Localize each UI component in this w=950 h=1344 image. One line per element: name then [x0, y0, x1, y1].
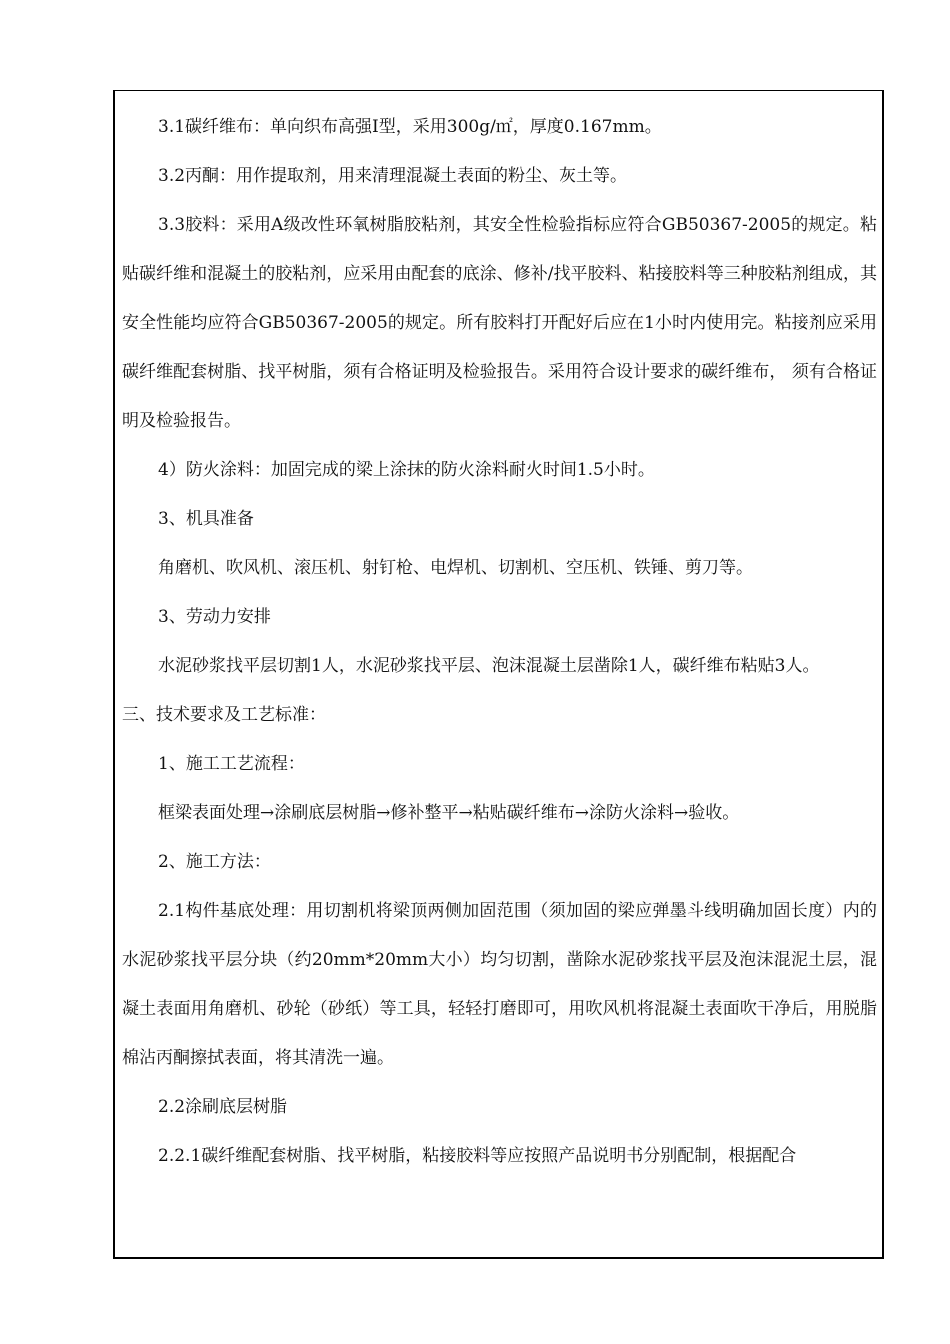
heading-primer-resin: 2.2涂刷底层树脂 [158, 1097, 288, 1117]
document-body [122, 103, 877, 1181]
heading-labor-arrangement: 3、劳动力安排 [158, 607, 271, 627]
heading-construction-method: 2、施工方法： [158, 852, 271, 872]
heading-equipment-preparation: 3、机具准备 [158, 509, 254, 529]
paragraph-substrate-treatment: 2.1构件基底处理：用切割机将梁顶两侧加固范围（须加固的梁应弹墨斗线明确加固长度）内的水泥砂浆找平层分块（约20mm*20mm大小）均匀切割，凿除水泥砂浆找平层及泡沫混泥土层，混凝土表面用角磨机、砂轮（砂纸）等工具，轻轻打磨即可，用吹风机将混凝土表面吹干净后，用脱脂棉沾丙酮擦拭表面，将其清洗一遍。 [122, 901, 877, 1068]
paragraph-equipment-list: 角磨机、吹风机、滚压机、射钉枪、电焊机、切割机、空压机、铁锤、剪刀等。 [158, 558, 753, 578]
paragraph-labor-details: 水泥砂浆找平层切割1人，水泥砂浆找平层、泡沫混凝土层凿除1人，碳纤维布粘贴3人。 [158, 656, 820, 676]
paragraph-acetone: 3.2丙酮：用作提取剂，用来清理混凝土表面的粉尘、灰土等。 [158, 166, 628, 186]
paragraph-process-flow: 框梁表面处理→涂刷底层树脂→修补整平→粘贴碳纤维布→涂防火涂料→验收。 [158, 803, 740, 823]
heading-process-flow: 1、施工工艺流程： [158, 754, 305, 774]
paragraph-adhesive: 3.3胶料：采用A级改性环氧树脂胶粘剂，其安全性检验指标应符合GB50367-2005的规定。粘贴碳纤维和混凝土的胶粘剂，应采用由配套的底涂、修补/找平胶料、粘接胶料等三种胶粘剂组成，其安全性能均应符合GB50367-2005的规定。所有胶料打开配好后应在1小时内使用完。粘接剂应采用碳纤维配套树脂、找平树脂，须有合格证明及检验报告。采用符合设计要求的碳纤维布， 须有合格证明及检验报告。 [122, 215, 877, 431]
paragraph-resin-mixing: 2.2.1碳纤维配套树脂、找平树脂，粘接胶料等应按照产品说明书分别配制，根据配合 [158, 1146, 797, 1166]
paragraph-carbon-fiber-cloth: 3.1碳纤维布：单向织布高强Ⅰ型，采用300g/㎡，厚度0.167mm。 [158, 117, 662, 137]
paragraph-fireproof-coating: 4）防火涂料：加固完成的梁上涂抹的防火涂料耐火时间1.5小时。 [158, 460, 655, 480]
heading-technical-requirements: 三、技术要求及工艺标准： [122, 705, 326, 725]
